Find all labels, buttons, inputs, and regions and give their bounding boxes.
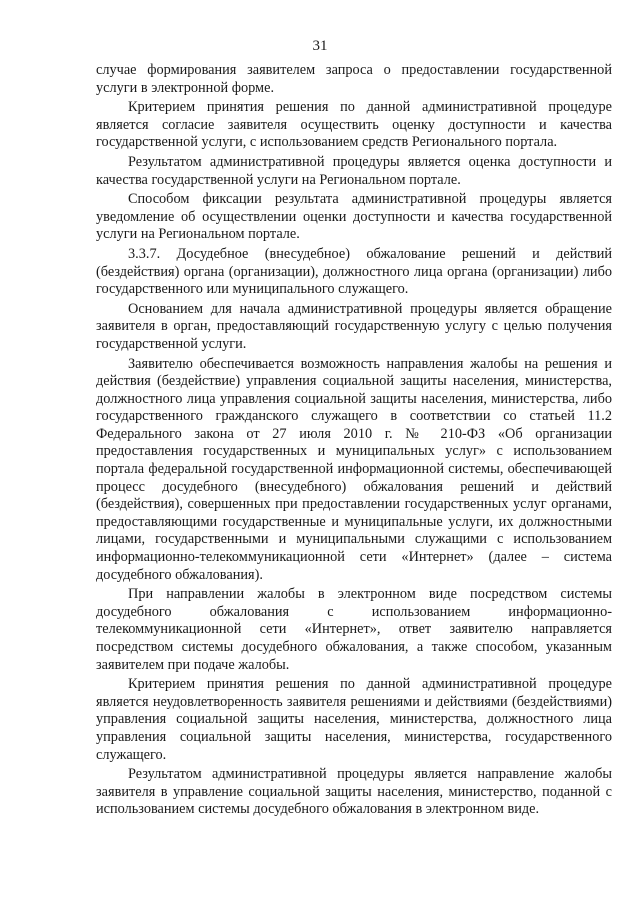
document-body: [96, 62, 612, 821]
paragraph-criterion-rating: Критерием принятия решения по данной административной процедуре является согласие заявителя осуществить оценку доступности и качества государственной услуги, с использованием средств Регионального портала.: [96, 99, 612, 151]
paragraph-criterion-complaint: Критерием принятия решения по данной административной процедуре является неудовлетворенность заявителя решениями и действиями (бездействиями) управления социальной защиты населения, министерства, должностного лица управления социальной защиты населения, министерства, государственного служащего.: [96, 676, 612, 763]
paragraph-continuation: случае формирования заявителем запроса о предоставлении государственной услуги в электронной форме.: [96, 62, 612, 96]
paragraph-complaint-possibility: Заявителю обеспечивается возможность направления жалобы на решения и действия (бездействие) управления социальной защиты населения, министерства, должностного лица управления социальной защиты населения, министерства, либо государственного гражданского служащего в соответствии со статьей 11.2 Федерального закона от 27 июля 2010 г. № 210-ФЗ «Об организации предоставления государственных и муниципальных услуг» с использованием портала федеральной государственной информационной системы, обеспечивающей процесс досудебного (внесудебного) обжалования решений и действий (бездействия), совершенных при предоставлении государственных услуг органами, предоставляющими государственные и муниципальные услуги, их должностными лицами, государственными и муниципальными служащими с использованием информационно-телекоммуникационной сети «Интернет» (далее – система досудебного обжалования).: [96, 355, 612, 583]
paragraph-fixation-method: Способом фиксации результата административной процедуры является уведомление об осуществлении оценки доступности и качества государственной услуги на Региональном портале.: [96, 191, 612, 243]
paragraph-result-complaint: Результатом административной процедуры является направление жалобы заявителя в управление социальной защиты населения, министерство, поданной с использованием системы досудебного обжалования в электронном виде.: [96, 766, 612, 818]
page-number: 31: [312, 38, 328, 54]
paragraph-electronic-complaint: При направлении жалобы в электронном виде посредством системы досудебного обжалования с использованием информационно-телекоммуникационной сети «Интернет», ответ заявителю направляется посредством системы досудебного обжалования, а также способом, указанным заявителем при подаче жалобы.: [96, 586, 612, 673]
paragraph-basis: Основанием для начала административной процедуры является обращение заявителя в орган, предоставляющий государственную услугу с целью получения государственной услуги.: [96, 300, 612, 352]
paragraph-result-rating: Результатом административной процедуры является оценка доступности и качества государственной услуги на Региональном портале.: [96, 153, 612, 188]
section-heading-3-3-7: 3.3.7. Досудебное (внесудебное) обжалование решений и действий (бездействия) органа (организации), должностного лица органа (организации) либо государственного или муниципального служащего.: [96, 245, 612, 298]
